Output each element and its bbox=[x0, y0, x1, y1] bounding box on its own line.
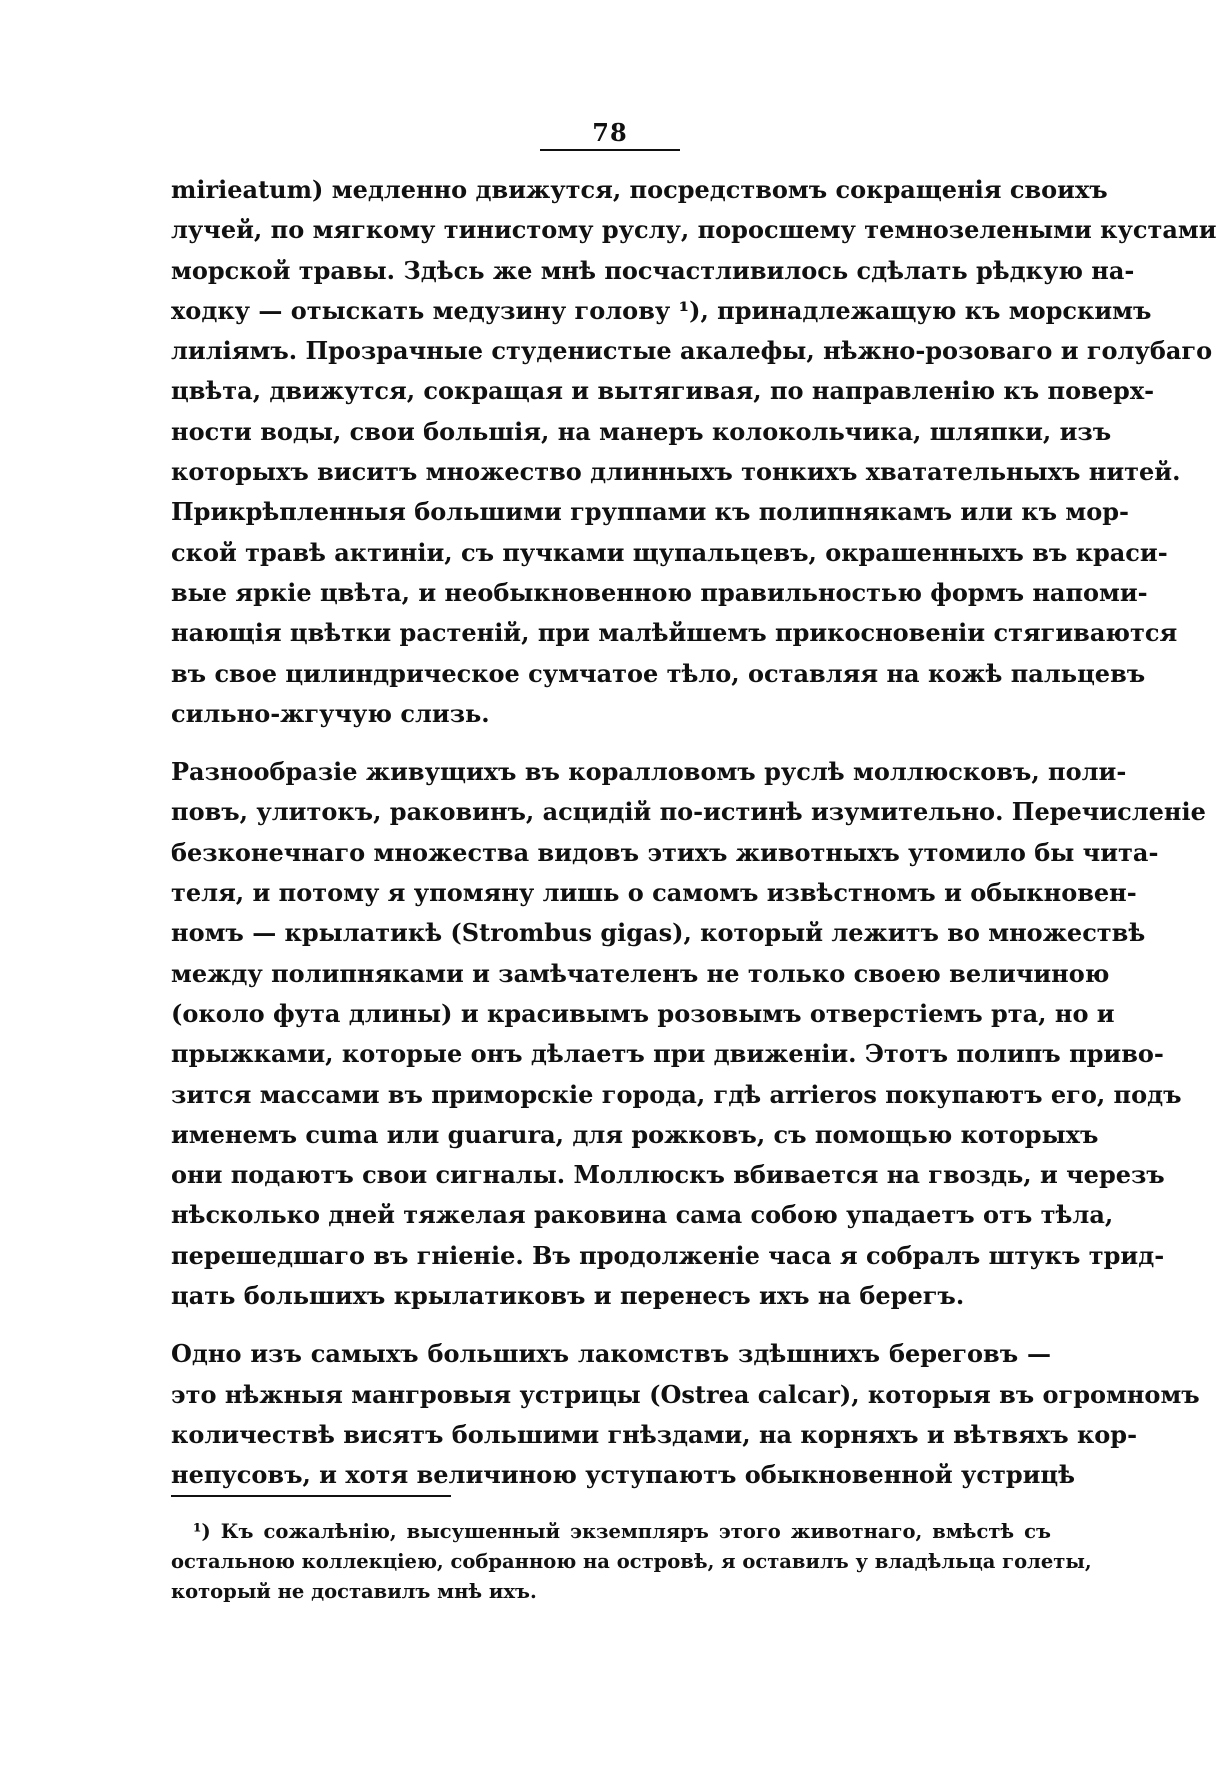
text-line: перешедшаго въ гніеніе. Въ продолженіе часа я собралъ штукъ трид- bbox=[171, 1240, 1165, 1270]
text-line: ности воды, свои большія, на манеръ колокольчика, шляпки, изъ bbox=[171, 416, 1112, 446]
text-line: количествѣ висятъ большими гнѣздами, на корняхъ и вѣтвяхъ кор- bbox=[171, 1419, 1138, 1449]
text-line: это нѣжныя мангровыя устрицы (Ostrea calcar), которыя въ огромномъ bbox=[171, 1379, 1200, 1409]
text-line: повъ, улитокъ, раковинъ, асцидій по-истинѣ изумительно. Перечисленіе bbox=[171, 797, 1206, 827]
text-line: лиліямъ. Прозрачные студенистые акалефы, нѣжно-розоваго и голубаго bbox=[171, 336, 1213, 366]
text-line: цвѣта, движутся, сокращая и вытягивая, по направленію къ поверх- bbox=[171, 376, 1155, 406]
footnote-line: ¹) Къ сожалѣнію, высушенный экземпляръ этого животнаго, вмѣстѣ съ bbox=[193, 1520, 1051, 1543]
text-line: сильно-жгучую слизь. bbox=[171, 698, 490, 728]
text-line: номъ — крылатикѣ (Strombus gigas), который лежитъ во множествѣ bbox=[171, 918, 1146, 948]
text-line: морской травы. Здѣсь же мнѣ посчастливилось сдѣлать рѣдкую на- bbox=[171, 255, 1135, 285]
text-line: Одно изъ самыхъ большихъ лакомствъ здѣшнихъ береговъ — bbox=[171, 1339, 1051, 1369]
footnote-line: который не доставилъ мнѣ ихъ. bbox=[171, 1580, 537, 1603]
text-line: нающія цвѣтки растеній, при малѣйшемъ прикосновеніи стягиваются bbox=[171, 618, 1178, 648]
paragraph-3 bbox=[171, 1334, 1200, 1495]
page-number-rule bbox=[540, 149, 680, 151]
text-line: именемъ cuma или guarura, для рожковъ, съ помощью которыхъ bbox=[171, 1119, 1099, 1149]
text-line: Разнообразіе живущихъ въ коралловомъ руслѣ моллюсковъ, поли- bbox=[171, 757, 1127, 787]
text-line: цать большихъ крылатиковъ и перенесъ ихъ на берегъ. bbox=[171, 1281, 965, 1311]
text-line: прыжками, которые онъ дѣлаетъ при движеніи. Этотъ полипъ приво- bbox=[171, 1039, 1164, 1069]
page-number: 78 bbox=[592, 118, 628, 147]
text-line: безконечнаго множества видовъ этихъ животныхъ утомило бы чита- bbox=[171, 837, 1159, 867]
text-line: ходку — отыскать медузину голову ¹), принадлежащую къ морскимъ bbox=[171, 295, 1152, 325]
text-line: они подаютъ свои сигналы. Моллюскъ вбивается на гвоздь, и черезъ bbox=[171, 1160, 1165, 1190]
footnote bbox=[171, 1517, 1092, 1607]
text-line: въ свое цилиндрическое сумчатое тѣло, оставляя на кожѣ пальцевъ bbox=[171, 658, 1146, 688]
text-line: mirieatum) медленно движутся, посредствомъ сокращенія своихъ bbox=[171, 175, 1108, 204]
paragraph-2 bbox=[171, 752, 1206, 1316]
text-line: нѣсколько дней тяжелая раковина сама собою упадаетъ отъ тѣла, bbox=[171, 1200, 1114, 1230]
text-line: зится массами въ приморскіе города, гдѣ arrieros покупаютъ его, подъ bbox=[171, 1079, 1182, 1109]
text-line: Прикрѣпленныя большими группами къ полипнякамъ или къ мор- bbox=[171, 497, 1129, 527]
text-line: ской травѣ актиніи, съ пучками щупальцевъ, окрашенныхъ въ краси- bbox=[171, 537, 1168, 567]
paragraph-gap bbox=[171, 734, 1051, 752]
text-line: между полипняками и замѣчателенъ не только своею величиною bbox=[171, 958, 1110, 988]
footnote-rule bbox=[171, 1495, 451, 1497]
text-line: теля, и потому я упомяну лишь о самомъ извѣстномъ и обыкновен- bbox=[171, 878, 1137, 908]
paragraph-gap bbox=[171, 1316, 1051, 1334]
text-line: непусовъ, и хотя величиною уступаютъ обыкновенной устрицѣ bbox=[171, 1460, 1076, 1490]
text-line: лучей, по мягкому тинистому руслу, поросшему темнозелеными кустами bbox=[171, 215, 1217, 245]
main-text bbox=[171, 170, 1217, 1496]
text-line: которыхъ виситъ множество длинныхъ тонкихъ хватательныхъ нитей. bbox=[171, 457, 1181, 487]
paragraph-1 bbox=[171, 170, 1217, 734]
footnote-line: остальною коллекціею, собранною на островѣ, я оставилъ у владѣльца голеты, bbox=[171, 1550, 1092, 1573]
text-line: вые яркіе цвѣта, и необыкновенною правильностью формъ напоми- bbox=[171, 577, 1148, 607]
text-line: (около фута длины) и красивымъ розовымъ отверстіемъ рта, но и bbox=[171, 998, 1115, 1028]
